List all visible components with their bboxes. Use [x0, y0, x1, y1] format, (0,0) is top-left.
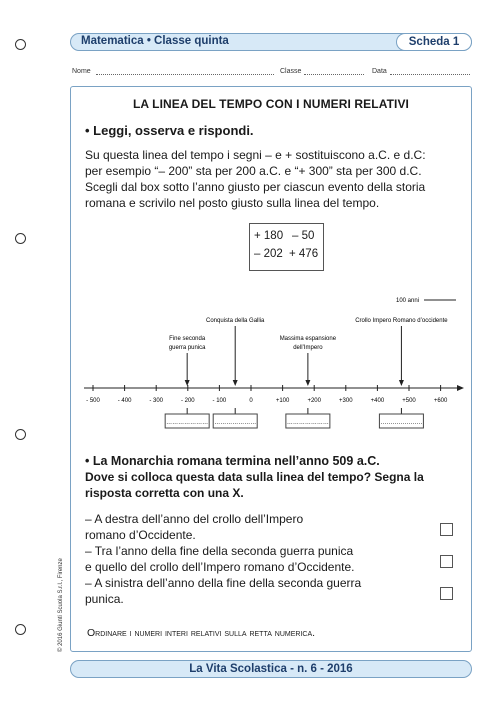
answer-placeholder: …………………: [214, 420, 257, 426]
name-label: Nome: [72, 68, 91, 75]
event-label: dell’Impero: [293, 345, 323, 351]
timeline-tick-label: +200: [307, 398, 321, 404]
scale-label: 100 anni: [396, 298, 420, 304]
timeline-arrow: [457, 385, 464, 391]
timeline-tick-label: +400: [370, 398, 385, 404]
class-label: Classe: [280, 68, 302, 75]
timeline-tick-label: +300: [339, 398, 353, 404]
option-checkbox[interactable]: [440, 523, 453, 536]
sheet-tab: Scheda 1: [396, 33, 472, 51]
timeline-tick-label: +500: [402, 398, 416, 404]
timeline-tick-label: +100: [275, 398, 290, 404]
event-arrowhead: [399, 380, 404, 386]
option-line: – Tra l’anno della fine della seconda guerra punica: [85, 544, 354, 558]
year-value: + 476: [289, 248, 319, 260]
binder-hole: [15, 624, 26, 635]
option-checkbox[interactable]: [440, 555, 453, 568]
event-arrowhead: [305, 380, 310, 386]
footer-bar: La Vita Scolastica - n. 6 - 2016: [70, 660, 472, 678]
event-label: guerra punica: [168, 345, 206, 351]
instruction-line: Su questa linea del tempo i segni – e + sostituiscono a.C. e d.C:: [85, 148, 426, 162]
timeline-tick-label: - 200: [180, 398, 195, 404]
event-arrowhead: [233, 380, 238, 386]
section2-heading: • La Monarchia romana termina nell’anno 509 a.C.: [85, 454, 380, 468]
event-label: Conquista della Gallia: [206, 318, 265, 324]
timeline-tick-label: 0: [249, 398, 253, 404]
section1-heading: • Leggi, osserva e rispondi.: [85, 123, 254, 138]
option-line: punica.: [85, 592, 124, 606]
timeline-tick-label: - 100: [212, 398, 227, 404]
instruction-line: Scegli dal box sotto l’anno giusto per ciascun evento della storia: [85, 180, 426, 194]
objective-text: Ordinare i numeri interi relativi sulla retta numerica.: [87, 627, 316, 639]
page-title: LA LINEA DEL TEMPO CON I NUMERI RELATIVI: [132, 97, 409, 111]
event-label: Fine seconda: [169, 336, 206, 342]
answer-placeholder: …………………: [166, 420, 209, 426]
event-arrowhead: [185, 380, 190, 386]
event-label: Crollo Impero Romano d’occidente: [355, 318, 448, 324]
timeline-tick-label: +600: [433, 398, 448, 404]
option-line: – A destra dell’anno del crollo dell’Impero: [85, 512, 304, 526]
question-line: risposta corretta con una X.: [85, 486, 244, 500]
timeline-tick-label: - 400: [117, 398, 132, 404]
year-value: – 202: [254, 248, 283, 260]
copyright-note: © 2016 Giunti Scuola S.r.l., Firenze: [58, 558, 64, 652]
instruction-line: romana e scrivilo nel posto giusto sulla linea del tempo.: [85, 196, 380, 210]
answer-placeholder: …………………: [380, 420, 423, 426]
option-checkbox[interactable]: [440, 587, 453, 600]
subject-label: Matematica • Classe quinta: [81, 35, 229, 47]
year-value: + 180: [254, 230, 284, 242]
date-label: Data: [372, 68, 387, 75]
answer-placeholder: …………………: [286, 420, 329, 426]
option-line: e quello del crollo dell’Impero romano d’Occidente.: [85, 560, 355, 574]
question-line: Dove si colloca questa data sulla linea del tempo? Segna la: [85, 470, 424, 484]
option-line: – A sinistra dell’anno della fine della seconda guerra: [85, 576, 362, 590]
event-label: Massima espansione: [279, 336, 337, 342]
timeline-tick-label: - 300: [149, 398, 164, 404]
year-value: – 50: [292, 230, 315, 242]
option-line: romano d’Occidente.: [85, 528, 196, 542]
instruction-line: per esempio “– 200” sta per 200 a.C. e “+ 300” sta per 300 d.C.: [85, 164, 422, 178]
timeline-tick-label: - 500: [86, 398, 100, 404]
